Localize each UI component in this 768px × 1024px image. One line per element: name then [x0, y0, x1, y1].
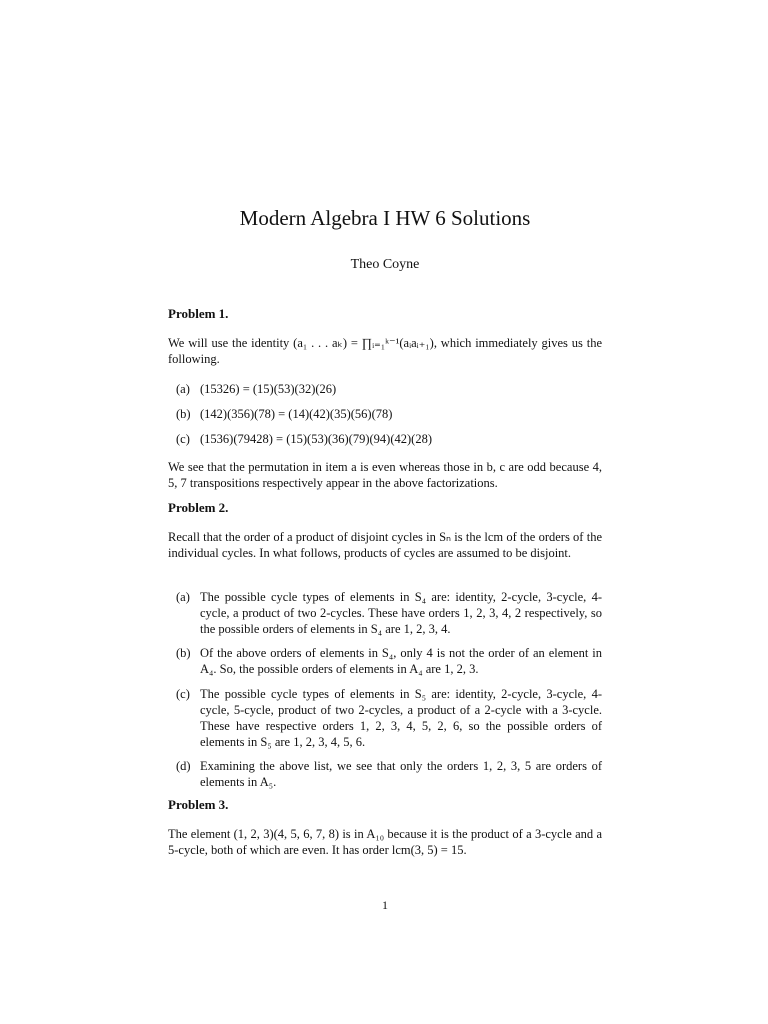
item-text: The possible cycle types of elements in S₄ are: identity, 2-cycle, 3-cycle, 4-cycle, a product of two 2-cycles. These have orders 1, 2, 3, 4, 2 respectively, so the possible orders of elements in S₄ are 1, 2, 3, 4. [200, 590, 602, 636]
item-text: (142)(356)(78) = (14)(42)(35)(56)(78) [200, 407, 393, 421]
item-text: (15326) = (15)(53)(32)(26) [200, 382, 337, 396]
problem-3-heading: Problem 3. [168, 797, 229, 812]
item-text: Examining the above list, we see that only the orders 1, 2, 3, 5 are orders of elements in A₅. [200, 759, 602, 789]
problem-1-heading: Problem 1. [168, 306, 229, 321]
item-label: (c) [176, 432, 190, 446]
problem-2-item-c [168, 686, 602, 750]
problem-1-item-c [168, 431, 602, 447]
problem-1-conclusion: We see that the permutation in item a is even whereas those in b, c are odd because 4, 5, 7 transpositions respectively appear in the above factorizations. [168, 460, 602, 490]
page-number: 1 [382, 898, 388, 912]
item-label: (a) [176, 382, 190, 396]
item-label: (a) [176, 590, 190, 604]
problem-2-item-b [168, 645, 602, 677]
problem-3-text: The element (1, 2, 3)(4, 5, 6, 7, 8) is in A₁₀ because it is the product of a 3-cycle and a 5-cycle, both of which are even. It has order lcm(3, 5) = 15. [168, 827, 602, 857]
item-text: Of the above orders of elements in S₄, only 4 is not the order of an element in A₄. So, the possible orders of elements in A₄ are 1, 2, 3. [200, 646, 602, 676]
item-label: (b) [176, 646, 191, 660]
item-text: The possible cycle types of elements in S₅ are: identity, 2-cycle, 3-cycle, 4-cycle, 5-cycle, product of two 2-cycles, a product of a 2-cycle with a 3-cycle. These have respective orders 1, 2, 3, 4, 5, 2, 6, so the possible orders of elements in S₅ are 1, 2, 3, 4, 5, 6. [200, 687, 602, 749]
problem-2-item-a [168, 589, 602, 637]
problem-2-intro: Recall that the order of a product of disjoint cycles in Sₙ is the lcm of the orders of the individual cycles. In what follows, products of cycles are assumed to be disjoint. [168, 530, 602, 560]
document-author: Theo Coyne [350, 257, 420, 272]
problem-1-item-a [168, 381, 602, 397]
item-label: (d) [176, 759, 191, 773]
document-title: Modern Algebra I HW 6 Solutions [239, 206, 531, 230]
problem-1-item-b [168, 406, 602, 422]
problem-1-intro: We will use the identity (a₁ . . . aₖ) = ∏ᵢ₌₁ᵏ⁻¹(aᵢaᵢ₊₁), which immediately gives us the following. [168, 336, 602, 366]
problem-2-heading: Problem 2. [168, 500, 229, 515]
problem-2-item-d [168, 758, 602, 790]
item-text: (1536)(79428) = (15)(53)(36)(79)(94)(42)(28) [200, 432, 432, 446]
item-label: (c) [176, 687, 190, 701]
item-label: (b) [176, 407, 191, 421]
